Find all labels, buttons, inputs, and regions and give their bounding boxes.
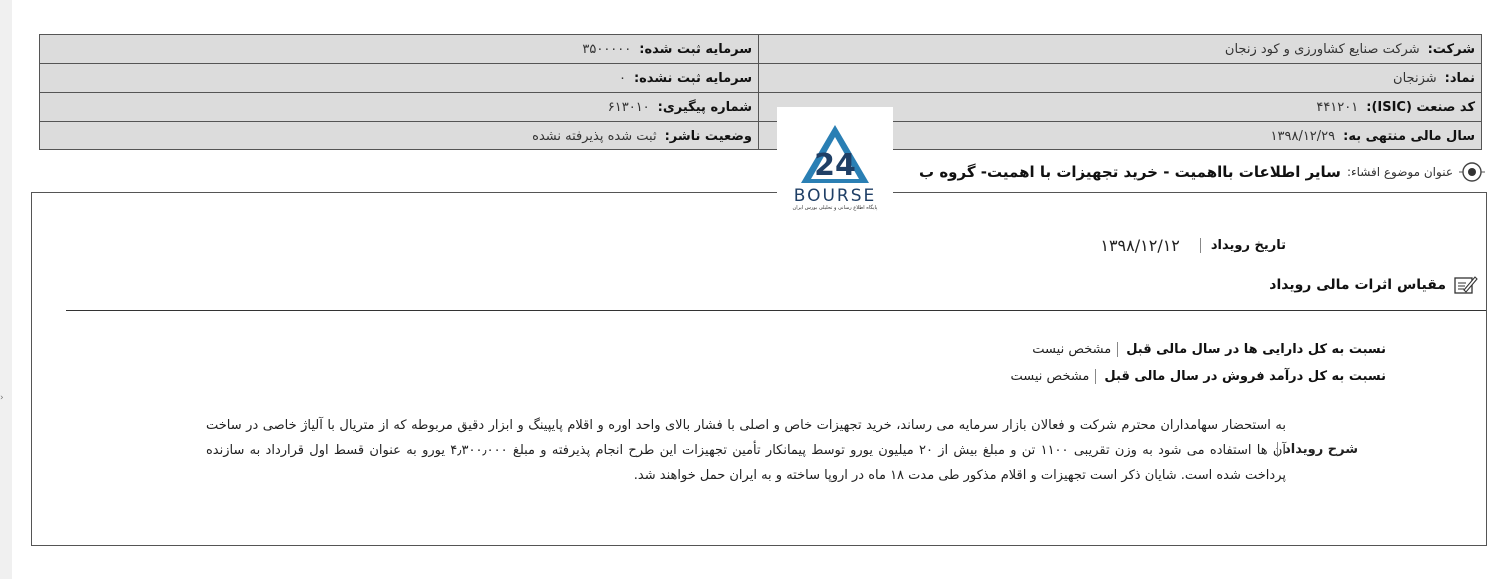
subject-title: سایر اطلاعات بااهمیت - خرید تجهیزات با اهمیت- گروه ب [919, 163, 1341, 181]
logo-subtitle: پایگاه اطلاع رسانی و تحلیلی بورس ایران [792, 205, 878, 211]
event-date [1100, 233, 1286, 257]
ratio-sales-label: نسبت به کل درآمد فروش در سال مالی قبل [1095, 369, 1386, 384]
description-label: شرح رویداد [1277, 442, 1358, 457]
info-row-fiscal [40, 122, 1481, 151]
ratio-row-sales [1010, 365, 1386, 387]
registered-capital-label: سرمایه ثبت شده: [639, 41, 752, 57]
company-label: شرکت: [1427, 41, 1475, 57]
company-cell [759, 35, 1481, 63]
logo-word: BOURSE [793, 186, 877, 206]
disclosure-frame [31, 192, 1487, 546]
section-divider [66, 310, 1486, 311]
fiscal-year-value: ۱۳۹۸/۱۲/۲۹ [1270, 128, 1336, 144]
publisher-status-label: وضعیت ناشر: [664, 128, 752, 144]
isic-value: ۴۴۱۲۰۱ [1316, 99, 1359, 115]
event-date-value: ۱۳۹۸/۱۲/۱۲ [1100, 235, 1180, 255]
target-bullet-icon [1459, 159, 1485, 185]
ratio-sales-value: مشخص نیست [1010, 368, 1090, 384]
registered-capital-cell [38, 35, 759, 63]
ratio-assets-value: مشخص نیست [1032, 341, 1112, 357]
event-date-label: تاریخ رویداد [1200, 238, 1286, 253]
subject-label: عنوان موضوع افشاء: [1346, 165, 1453, 179]
ratio-row-assets [1032, 338, 1386, 360]
bourse-logo [777, 107, 893, 215]
bourse-triangle-24-logo-icon [799, 123, 871, 185]
publisher-status-value: ثبت شده پذیرفته نشده [532, 128, 657, 144]
unregistered-capital-cell [38, 64, 759, 92]
info-row-company [40, 35, 1481, 64]
company-value: شرکت صنایع کشاورزی و کود زنجان [1224, 41, 1420, 57]
disclosure-subject [919, 160, 1485, 184]
tracking-number-value: ۶۱۳۰۱۰ [607, 99, 650, 115]
info-row-isic [40, 93, 1481, 122]
description-text: به استحضار سهامداران محترم شرکت و فعالان بازار سرمایه می رساند، خرید تجهیزات خاص و اصلی با فشار بالای واحد اوره و اقلام پایپینگ و ابزار دقیق مربوطه که از متریال با آلیاژ خاصی در ساخت آن ها استفاده می شود به وزن تقریبی ۱۱۰۰ تن و مبلغ بیش از ۲۰ میلیون یورو توسط پیمانکار تأمین تجهیزات این طرح انجام پذیرفته و مبلغ ۴٫۳۰۰٫۰۰۰ یورو به عنوان قسط اول قرارداد به سازنده پرداخت شده است. شایان ذکر است تجهیزات و اقلام مذکور طی مدت ۱۸ ماه در اروپا ساخته و به ایران حمل خواهند شد. [206, 418, 1287, 483]
tracking-number-label: شماره پیگیری: [657, 99, 752, 115]
financial-effect-section-title [1269, 273, 1478, 297]
publisher-status-cell [38, 122, 759, 150]
gutter-arrow-icon: › [0, 393, 4, 403]
symbol-label: نماد: [1444, 70, 1475, 86]
svg-text:24: 24 [814, 148, 856, 183]
registered-capital-value: ۳۵۰۰۰۰۰ [582, 41, 632, 57]
isic-label: کد صنعت (ISIC): [1366, 99, 1475, 115]
fiscal-year-label: سال مالی منتهی به: [1343, 128, 1475, 144]
unregistered-capital-label: سرمایه ثبت نشده: [633, 70, 752, 86]
tracking-number-cell [38, 93, 759, 121]
symbol-cell [759, 64, 1481, 92]
info-row-symbol [40, 64, 1481, 93]
unregistered-capital-value: ۰ [618, 70, 626, 86]
edit-note-icon [1452, 273, 1478, 297]
company-info-table [39, 34, 1482, 150]
section-title-text: مقیاس اثرات مالی رویداد [1269, 277, 1446, 293]
symbol-value: شزنجان [1393, 70, 1437, 86]
left-gutter [0, 0, 12, 579]
event-description [206, 413, 1358, 488]
ratio-assets-label: نسبت به کل دارایی ها در سال مالی قبل [1117, 342, 1386, 357]
